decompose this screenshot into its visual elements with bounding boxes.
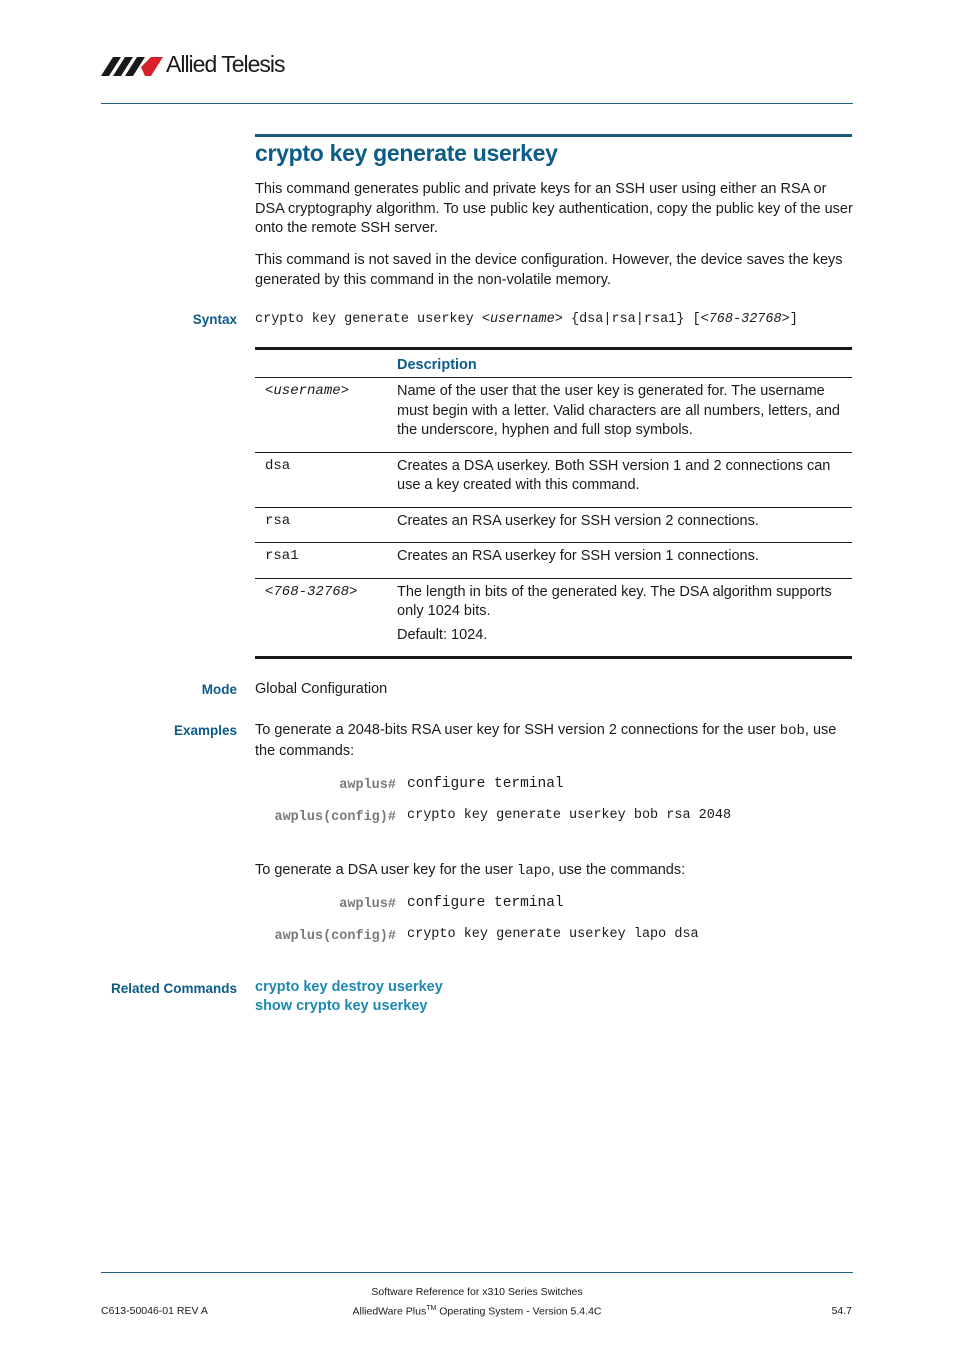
cli-prompt: awplus(config)# (274, 810, 396, 825)
example-text: To generate a 2048-bits RSA user key for SSH version 2 connections for the user (255, 722, 780, 738)
table-header-parameter (255, 349, 397, 378)
cli-command: crypto key generate userkey lapo dsa (407, 927, 699, 942)
param-cell: <768-32768> (255, 578, 397, 658)
logo-mark-icon (101, 55, 165, 77)
cli-command: configure terminal (407, 895, 564, 911)
example-user-code: bob (779, 723, 805, 739)
example-text: , use the commands: (255, 722, 837, 759)
desc-cell: Creates an RSA userkey for SSH version 1 connections. (397, 543, 852, 579)
footer-doc-id: C613-50046-01 REV A (101, 1305, 208, 1317)
param-cell: <username> (255, 378, 397, 453)
mode-label: Mode (201, 682, 237, 697)
footer-os-version (0, 1305, 954, 1318)
param-username: username (273, 383, 341, 399)
footer-page-number: 54.7 (831, 1305, 852, 1317)
footer-product: AlliedWare Plus (352, 1305, 427, 1318)
table-row (255, 452, 852, 507)
syntax-part: crypto key generate userkey < (255, 312, 490, 327)
page-title: crypto key generate userkey (255, 140, 558, 166)
desc-cell (397, 578, 852, 658)
example-1-text (255, 721, 855, 761)
cli-prompt: awplus(config)# (274, 929, 396, 944)
related-commands-label: Related Commands (110, 981, 237, 996)
desc-text: The length in bits of the generated key. The DSA algorithm supports only 1024 bits. (397, 583, 832, 619)
footer-trademark: TM (426, 1305, 437, 1312)
table-row (255, 578, 852, 658)
examples-label: Examples (173, 723, 237, 738)
footer-title: Software Reference for x310 Series Switches (371, 1286, 583, 1298)
related-link-show-userkey[interactable]: show crypto key userkey (255, 998, 428, 1014)
parameter-table (255, 347, 852, 659)
cli-command: crypto key generate userkey bob rsa 2048 (407, 808, 732, 823)
param-cell: rsa1 (255, 543, 397, 579)
example-text: To generate a DSA user key for the user (255, 862, 517, 878)
cli-prompt: awplus# (339, 778, 396, 793)
example-2-text (255, 861, 855, 882)
table-row (255, 543, 852, 579)
param-key-length: 768-32768 (273, 583, 350, 600)
table-header-description: Description (397, 357, 477, 373)
syntax-part: > {dsa|rsa|rsa1} [< (554, 312, 709, 327)
desc-cell: Creates an RSA userkey for SSH version 2 connections. (397, 507, 852, 543)
syntax-label: Syntax (192, 312, 237, 327)
cli-prompt: awplus# (339, 897, 396, 912)
intro-paragraph-2: This command is not saved in the device configuration. However, the device saves the keys generated by this command in the non-volatile memory. (255, 252, 843, 288)
table-header-row (255, 349, 852, 378)
desc-cell: Name of the user that the user key is generated for. The username must begin with a letter. Valid characters are all numbers, letters, and the underscore, hyphen and full stop symbols. (397, 378, 852, 453)
mode-value: Global Configuration (255, 681, 388, 697)
example-user-code: lapo (516, 863, 551, 879)
allied-telesis-logo (101, 52, 301, 80)
table-row (255, 378, 852, 453)
syntax-part: >] (781, 312, 798, 327)
header-rule (101, 103, 853, 104)
example-text: , use the commands: (550, 862, 686, 878)
syntax-line (255, 312, 798, 327)
title-rule (255, 134, 852, 137)
syntax-arg: 768-32768 (708, 312, 782, 327)
param-cell: rsa (255, 507, 397, 543)
desc-cell: Creates a DSA userkey. Both SSH version 1 and 2 connections can use a key created with this command. (397, 452, 852, 507)
table-row (255, 507, 852, 543)
footer-version: Operating System - Version 5.4.4C (436, 1305, 602, 1318)
desc-default: Default: 1024. (397, 626, 488, 643)
cli-command: configure terminal (407, 776, 564, 792)
param-cell: dsa (255, 452, 397, 507)
logo-text: Allied Telesis (166, 51, 285, 77)
related-link-destroy-userkey[interactable]: crypto key destroy userkey (255, 979, 443, 995)
footer-rule (101, 1272, 853, 1273)
intro-paragraph-1: This command generates public and private keys for an SSH user using either an RSA or DSA cryptography algorithm. To use public key authentication, copy the public key of the user onto the remote SSH server. (255, 181, 853, 236)
syntax-arg: username (489, 312, 555, 327)
